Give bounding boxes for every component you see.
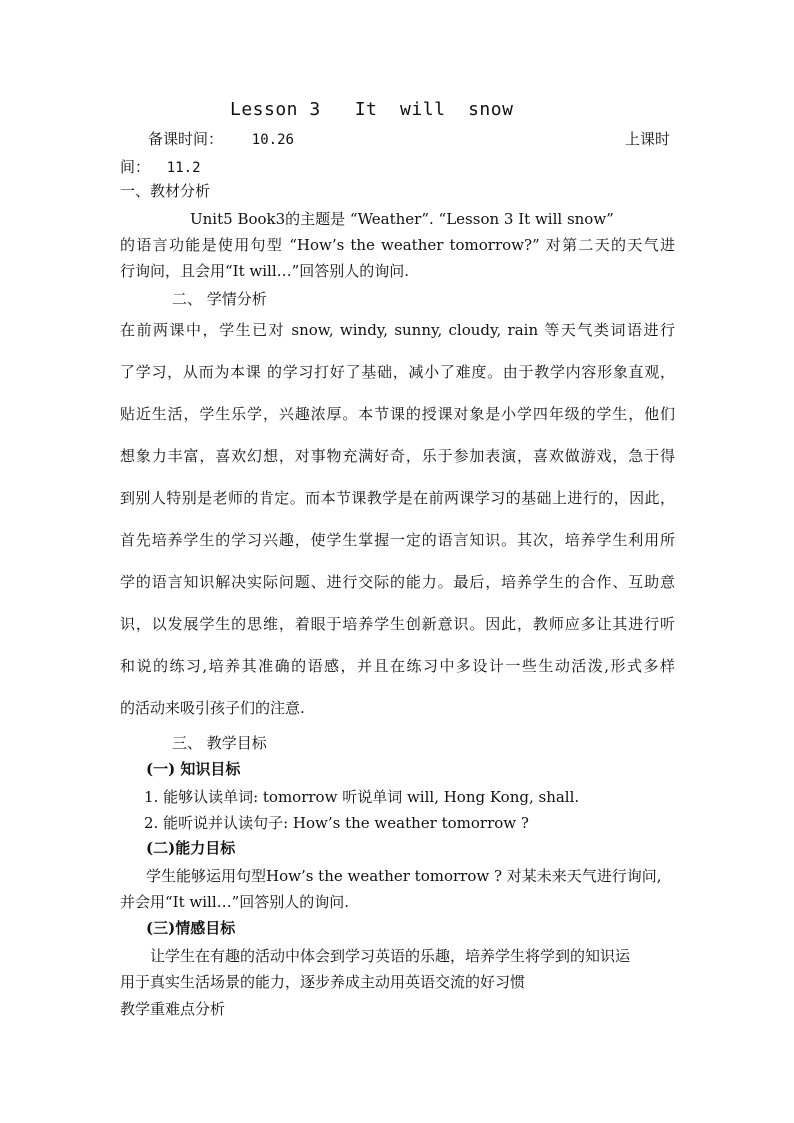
class-time-row xyxy=(120,157,201,178)
class-time-value: 11.2 xyxy=(166,160,201,176)
subheading-emotion: (三)情感目标 xyxy=(146,919,236,937)
prep-time-label: 备课时间： xyxy=(148,130,224,148)
section-heading-key-points: 教学重难点分析 xyxy=(120,1000,226,1018)
prep-time-row xyxy=(148,129,294,150)
paragraph-line: 行询问，且会用“It will…”回答别人的询问. xyxy=(120,262,410,280)
paragraph-line: 和说的练习,培养其准确的语感，并且在练习中多设计一些生动活泼,形式多样 xyxy=(120,657,675,675)
section-heading-materials: 一、教材分析 xyxy=(120,182,211,200)
paragraph-line: 首先培养学生的学习兴趣，使学生掌握一定的语言知识。其次，培养学生利用所 xyxy=(120,531,675,549)
paragraph-line: 到别人特别是老师的肯定。而本节课教学是在前两课学习的基础上进行的，因此， xyxy=(120,489,675,507)
paragraph-line: 用于真实生活场景的能力，逐步养成主动用英语交流的好习惯 xyxy=(120,973,526,991)
prep-time-value: 10.26 xyxy=(251,132,294,148)
class-time-label-a: 上课时 xyxy=(625,130,671,148)
paragraph-line: 想象力丰富，喜欢幻想，对事物充满好奇，乐于参加表演，喜欢做游戏，急于得 xyxy=(120,447,675,465)
subheading-ability: (二)能力目标 xyxy=(146,839,236,857)
paragraph-line: 的活动来吸引孩子们的注意. xyxy=(120,699,305,717)
class-time-label-b: 间： xyxy=(120,158,151,176)
section-heading-objectives: 三、 教学目标 xyxy=(172,734,267,752)
lesson-title: Lesson 3 It will snow xyxy=(230,99,514,120)
paragraph-line: 学生能够运用句型How’s the weather tomorrow ? 对某未来天气进行询问, xyxy=(146,867,662,885)
objective-item: 1. 能够认读单词: tomorrow 听说单词 will, Hong Kong, shall. xyxy=(144,788,580,806)
paragraph-line: 并会用“It will…”回答别人的询问. xyxy=(120,893,350,911)
paragraph-line: 识，以发展学生的思维，着眼于培养学生创新意识。因此，教师应多让其进行听 xyxy=(120,615,675,633)
paragraph-line: 了学习，从而为本课 的学习打好了基础，减小了难度。由于教学内容形象直观， xyxy=(120,363,675,381)
paragraph-line: 的语言功能是使用句型 “How’s the weather tomorrow?” 对第二天的天气进 xyxy=(120,236,675,254)
paragraph-line: 贴近生活，学生乐学，兴趣浓厚。本节课的授课对象是小学四年级的学生，他们 xyxy=(120,405,675,423)
paragraph-line: Unit5 Book3的主题是 “Weather”. “Lesson 3 It will snow” xyxy=(190,210,614,228)
section-heading-learners: 二、 学情分析 xyxy=(172,290,267,308)
paragraph-line: 学的语言知识解决实际问题、进行交际的能力。最后，培养学生的合作、互助意 xyxy=(120,573,675,591)
paragraph-line: 让学生在有趣的活动中体会到学习英语的乐趣，培养学生将学到的知识运 xyxy=(150,947,631,965)
objective-item: 2. 能听说并认读句子: How’s the weather tomorrow ? xyxy=(144,814,529,832)
subheading-knowledge: (一) 知识目标 xyxy=(146,760,241,778)
paragraph-line: 在前两课中，学生已对 snow, windy, sunny, cloudy, rain 等天气类词语进行 xyxy=(120,321,675,339)
